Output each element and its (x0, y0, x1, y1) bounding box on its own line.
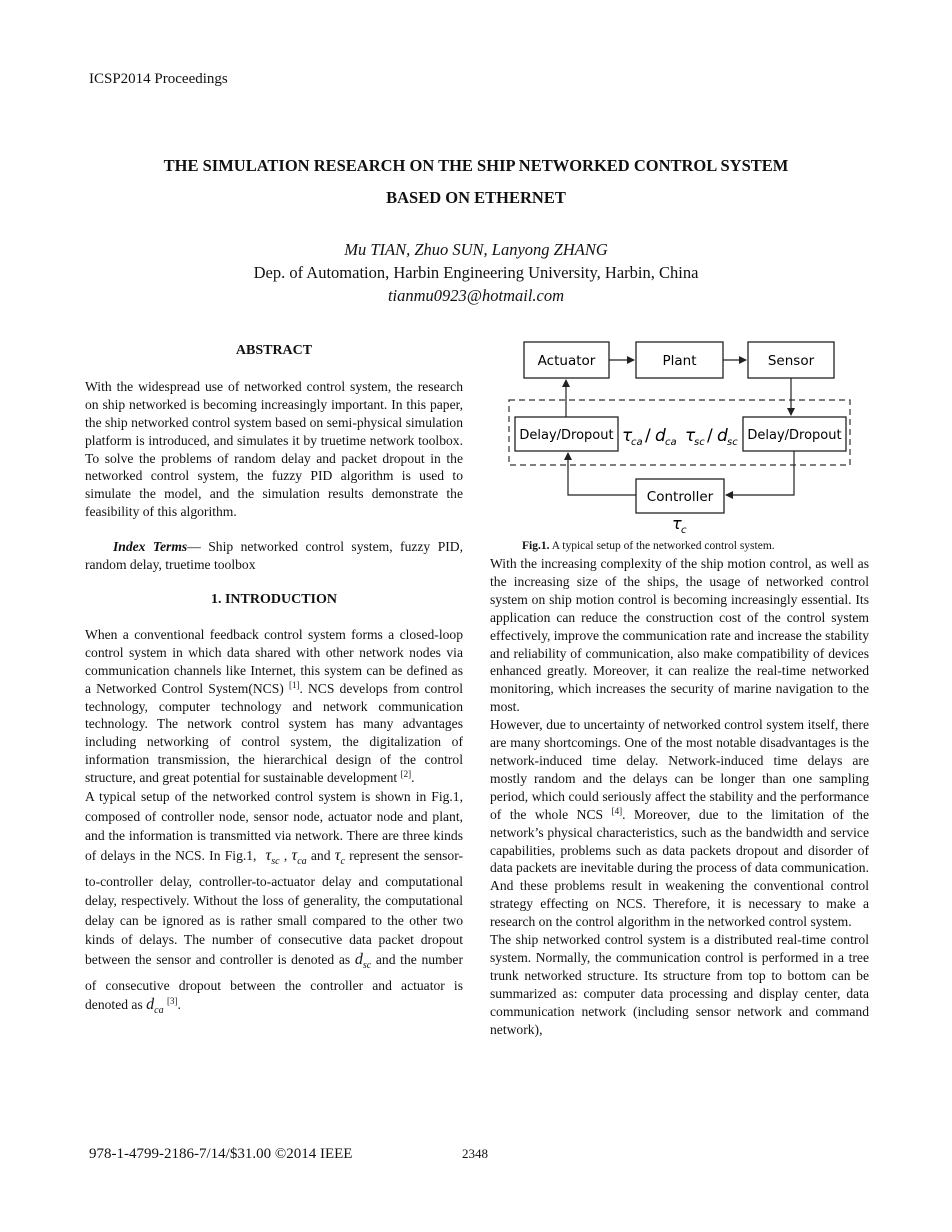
arrow-delay-to-controller (726, 451, 794, 495)
tau-c-symbol: $\tau_c$ (334, 846, 345, 867)
ncs-block-diagram (505, 338, 865, 538)
proceedings-header: ICSP2014 Proceedings (89, 71, 228, 87)
svg-text:ca: ca (631, 437, 643, 448)
intro-p2-part-d: . (177, 997, 181, 1013)
delay-symbols (622, 426, 738, 448)
sensor-label: Sensor (767, 353, 815, 369)
svg-text:/: / (707, 426, 713, 446)
svg-text:ca: ca (665, 437, 677, 448)
tau-ca-symbol: $\tau_{ca}$ (291, 846, 307, 867)
intro-paragraph-1 (85, 626, 463, 787)
intro-p2-part-a: A typical setup of the networked control system is shown in Fig.1, composed of controller node, sensor node, actuator node and plant, and the information is transmitted via network. There are three kinds of delays in the NCS. In Fig.1, (85, 789, 463, 863)
copyright-footer: 978-1-4799-2186-7/14/$31.00 ©2014 IEEE (89, 1146, 353, 1162)
delay-dropout-left-block (515, 417, 618, 451)
author-block (80, 238, 872, 307)
index-terms (85, 538, 463, 574)
svg-text:d: d (655, 426, 666, 446)
abstract-text: With the widespread use of networked control system, the research on ship networked is becoming increasingly important. In this paper, the ship networked control system based on semi-physical simulation platform is introduced, and simulates it by truetime network toolbox. To solve the problems of random delay and packet dropout in the networked control system, the fuzzy PID algorithm is used to simulate the model, and the simulation results demonstrate the feasibility of this algorithm. (85, 378, 463, 520)
citation-2: [2] (400, 769, 412, 780)
svg-text:d: d (717, 426, 728, 446)
delay-dropout-right-block (743, 417, 846, 451)
citation-3: [3] (167, 996, 178, 1007)
intro-paragraph-2: A typical setup of the networked control system is shown in Fig.1, composed of controller node, sensor node, actuator node and plant, and the information is transmitted via network. There are three kinds of delays in the NCS. In Fig.1, $\tau_{sc}$ , $\tau_{ca}$ and $\tau_c$ represent the sensor-to-controller delay, controller-to-actuator delay and computational delay, respectively. Without the loss of generality, the computational delay can be ignored as is rather small compared to the other two kinds of delays. The number of consecutive data packet dropout between the sensor and controller is denoted as $d_{sc}$ and the number of consecutive dropout between the controller and actuator is denoted as $d_{ca}$ [3]. (85, 789, 463, 1017)
paper-title (80, 150, 872, 214)
tau-c-label (672, 514, 687, 536)
citation-4: [4] (611, 805, 623, 816)
right-p2-part-b: . Moreover, due to the limitation of the network’s physical characteristics, such as the bandwidth and service capabilities, problems such as data packets dropout and disorder of data packets are inevitable during the process of data communication. And these problems result in weakening the conventional control strategy effecting on NCS. Therefore, it is necessary to make a research on the control algorithm in the networked control system. (490, 806, 869, 930)
svg-text:sc: sc (727, 437, 738, 448)
plant-block (636, 342, 723, 378)
index-terms-label: Index Terms (113, 539, 188, 555)
right-paragraph-2 (490, 716, 869, 931)
figure-caption (522, 540, 775, 552)
citation-1: [1] (288, 679, 300, 690)
figure-caption-text: A typical setup of the networked control system. (549, 540, 775, 552)
right-p2-part-a: However, due to uncertainty of networked control system itself, there are many shortcomings. One of the most notable disadvantages is the network-induced time delay. Network-induced time delays are mostly random and the delays can be longer than one sampling period, which could seriously affect the stability and the performance of the whole NCS (490, 717, 869, 822)
intro-p2-part-c: and the number of consecutive dropout between the controller and actuator is denoted as (85, 951, 463, 1013)
svg-text:sc: sc (694, 437, 705, 448)
right-column (490, 555, 869, 1038)
delay-dropout-left-label: Delay/Dropout (519, 428, 614, 443)
svg-text:τ: τ (672, 514, 682, 533)
authors: Mu TIAN, Zhuo SUN, Lanyong ZHANG (344, 240, 608, 259)
intro-p1-part-b: . NCS develops from control technology, computer technology and network communication technology. The network control system has many advantages including networking of control system, the digitalization of information transmission, the hierarchical design of the control structure, and great potential for sustainable development (85, 680, 464, 786)
right-paragraph-1: With the increasing complexity of the ship motion control, as well as the increasing size of the ships, the usage of networked control system on ship motion control is becoming increasingly essential. Its application can reduce the construction cost of the control system effectively, improve the communication rate and increase the stability and reliability of communication, also make compatibility of devices enhanced greatly. Moreover, it can realize the real-time networked monitoring, which increases the security of marine navigation to the most. (490, 556, 869, 715)
arrow-controller-to-delay (568, 453, 636, 495)
controller-block (636, 479, 724, 513)
figure-caption-label: Fig.1. (522, 540, 550, 552)
left-column (85, 342, 463, 1021)
affiliation: Dep. of Automation, Harbin Engineering University, Harbin, China (253, 263, 699, 282)
svg-text:/: / (645, 426, 651, 446)
abstract-heading: ABSTRACT (235, 343, 313, 358)
controller-label: Controller (646, 489, 714, 505)
intro-p1-part-a: When a conventional feedback control system forms a closed-loop control system in which data shared with other network nodes via communication channels like Internet, this system can be defined as a Networked Control System(NCS) (85, 626, 463, 696)
actuator-label: Actuator (537, 353, 596, 369)
introduction-heading: 1. INTRODUCTION (210, 591, 337, 607)
d-sc-symbol: $d_{sc}$ (354, 950, 372, 972)
index-terms-text: — Ship networked control system, fuzzy PID, random delay, truetime toolbox (85, 539, 463, 573)
page-number: 2348 (462, 1146, 488, 1161)
tau-sc-symbol: $\tau_{sc}$ (260, 846, 280, 867)
email: tianmu0923@hotmail.com (387, 286, 565, 305)
svg-text:τ: τ (622, 426, 633, 446)
delay-dropout-right-label: Delay/Dropout (747, 428, 842, 443)
intro-p1-part-c: . (411, 770, 415, 786)
right-paragraph-3: The ship networked control system is a distributed real-time control system. Normally, the communication control is performed in a tree trunk networked structure. Its structure from top to bottom can be summarized as: computer data processing and display center, data communication network (including sensor network and command network), (490, 932, 869, 1037)
svg-text:c: c (681, 525, 687, 536)
actuator-block (524, 342, 609, 378)
intro-p2-part-b: represent the sensor-to-controller delay, controller-to-actuator delay and computational delay, respectively. Without the loss of generality, the computational delay can be ignored as is rather small compared to the other two kinds of delays. The number of consecutive data packet dropout between the sensor and controller is denoted as (85, 847, 463, 967)
title-line-2: BASED ON ETHERNET (386, 188, 566, 207)
title-line-1: THE SIMULATION RESEARCH ON THE SHIP NETWORKED CONTROL SYSTEM (163, 156, 789, 175)
plant-label: Plant (662, 353, 697, 369)
svg-text:τ: τ (685, 426, 696, 446)
d-ca-symbol: $d_{ca}$ (146, 996, 164, 1017)
sensor-block (748, 342, 834, 378)
